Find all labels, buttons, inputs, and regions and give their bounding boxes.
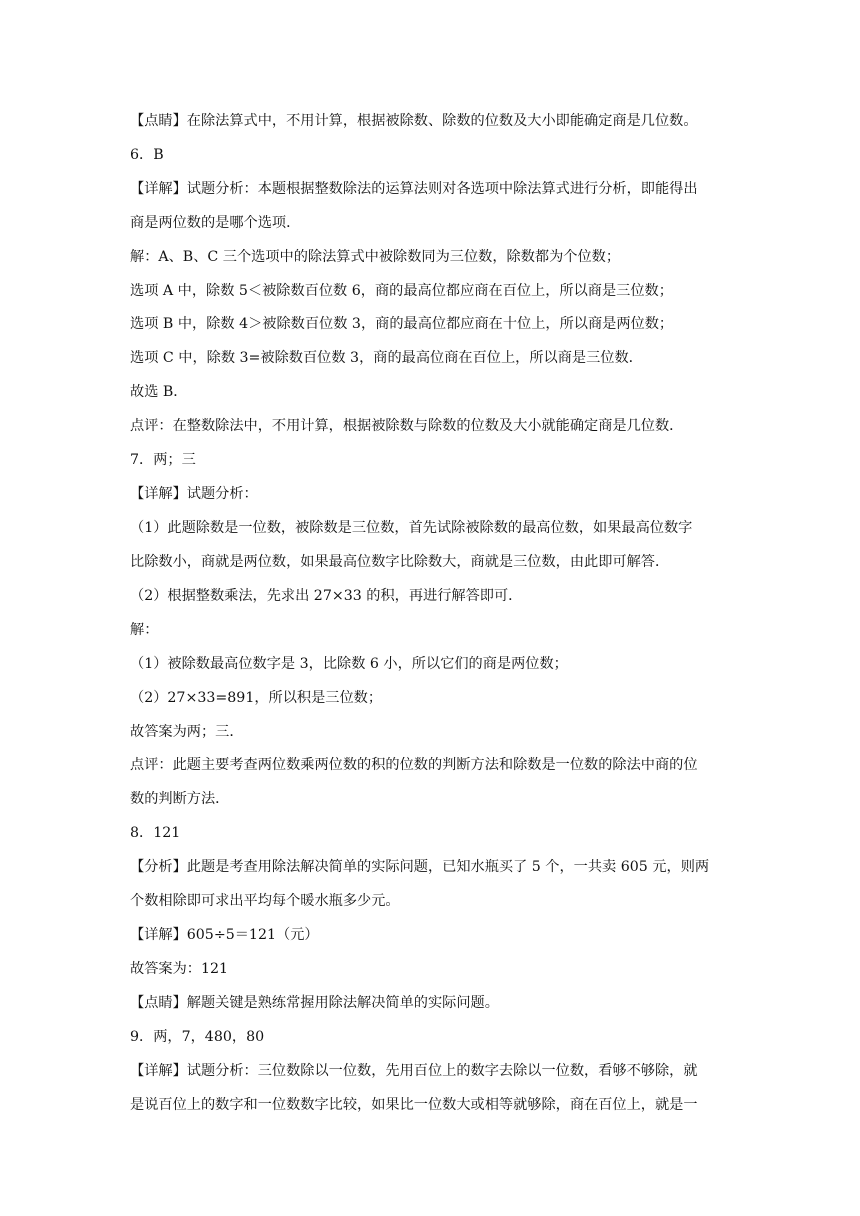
text-line: 解：	[130, 622, 159, 638]
text-line: 选项 C 中，除数 3=被除数百位数 3，商的最高位商在百位上，所以商是三位数．	[130, 350, 643, 366]
text-line: 【点睛】解题关键是熟练常握用除法解决简单的实际问题。	[130, 995, 499, 1011]
text-line: （1）此题除数是一位数，被除数是三位数，首先试除被除数的最高位数，如果最高位数字	[130, 520, 693, 536]
text-line: 【详解】试题分析：	[130, 486, 258, 502]
text-line: 【点睛】在除法算式中，不用计算，根据被除数、除数的位数及大小即能确定商是几位数。	[130, 113, 698, 129]
text-line: 点评：在整数除法中，不用计算，根据被除数与除数的位数及大小就能确定商是几位数．	[130, 418, 684, 434]
text-line: 【详解】试题分析：本题根据整数除法的运算法则对各选项中除法算式进行分析，即能得出	[130, 181, 698, 197]
text-line: （1）被除数最高位数字是 3，比除数 6 小，所以它们的商是两位数；	[130, 656, 568, 672]
text-line: 【详解】试题分析：三位数除以一位数，先用百位上的数字去除以一位数，看够不够除，就	[130, 1063, 698, 1079]
text-line: 数的判断方法．	[130, 791, 230, 807]
text-line: 解：A、B、C 三个选项中的除法算式中被除数同为三位数，除数都为个位数；	[130, 249, 621, 265]
text-line: 故选 B．	[130, 384, 188, 400]
text-line: 6．B	[130, 147, 164, 163]
text-line: 【详解】605÷5＝121（元）	[130, 927, 319, 943]
text-line: 选项 A 中，除数 5＜被除数百位数 6，商的最高位都应商在百位上，所以商是三位数；	[130, 283, 673, 299]
text-line: 故答案为：121	[130, 961, 229, 977]
text-line: （2）27×33=891，所以积是三位数；	[130, 690, 383, 706]
text-line: 故答案为两；三．	[130, 724, 244, 740]
text-line: 点评：此题主要考查两位数乘两位数的积的位数的判断方法和除数是一位数的除法中商的位	[130, 757, 698, 773]
text-line: 9．两，7，480，80	[130, 1029, 265, 1045]
text-line: 选项 B 中，除数 4＞被除数百位数 3，商的最高位都应商在十位上，所以商是两位数；	[130, 316, 674, 332]
text-line: 商是两位数的是哪个选项．	[130, 215, 301, 231]
text-line: 【分析】此题是考查用除法解决简单的实际问题，已知水瓶买了 5 个，一共卖 605 元，则两	[130, 859, 710, 875]
text-line: （2）根据整数乘法，先求出 27×33 的积，再进行解答即可．	[130, 588, 523, 604]
text-line: 比除数小，商就是两位数，如果最高位数字比除数大，商就是三位数，由此即可解答．	[130, 554, 670, 570]
text-line: 个数相除即可求出平均每个暖水瓶多少元。	[130, 893, 400, 909]
text-line: 7．两；三	[130, 452, 196, 468]
text-line: 是说百位上的数字和一位数数字比较，如果比一位数大或相等就够除，商在百位上，就是一	[130, 1097, 698, 1113]
text-line: 8．121	[130, 825, 181, 841]
